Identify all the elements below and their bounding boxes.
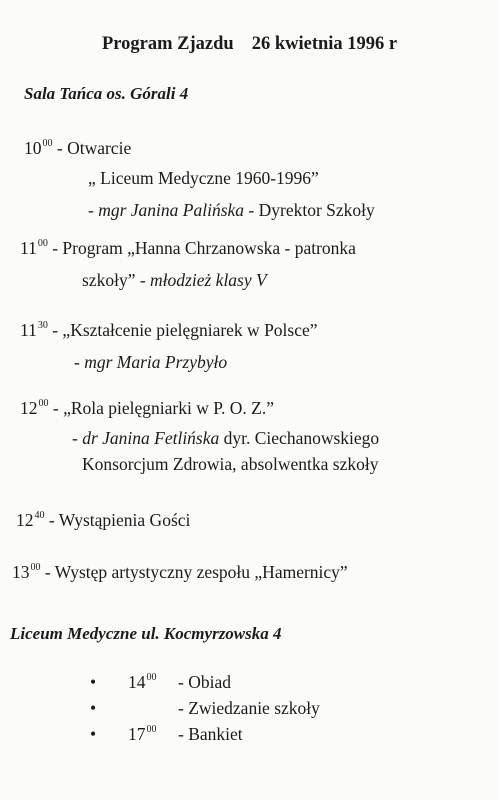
item-speaker: - mgr Janina Palińska	[88, 200, 245, 220]
item-minutes: 00	[38, 398, 49, 409]
bullet-icon: •	[90, 698, 97, 718]
item-speaker-role-cont: Konsorcjum Zdrowia, absolwentka szkoły	[82, 454, 379, 474]
item-title-cont: szkoły” -	[82, 270, 151, 290]
item-speaker-line	[72, 428, 379, 449]
item-main-line	[16, 510, 190, 531]
item-hour: 12	[20, 398, 38, 418]
item-minutes: 00	[42, 138, 53, 149]
item-subtitle: „ Liceum Medyczne 1960-1996”	[88, 168, 319, 188]
item-title: - Zwiedzanie szkoły	[178, 698, 320, 718]
bullet-icon: •	[90, 724, 97, 744]
item-title: - „Kształcenie pielęgniarek w Polsce”	[52, 320, 318, 340]
item-hour: 13	[12, 562, 30, 582]
item-hour: 17	[128, 724, 146, 744]
item-main-line	[20, 320, 318, 341]
item-speaker-role: dyr. Ciechanowskiego	[219, 428, 380, 448]
item-hour: 10	[24, 138, 42, 158]
item-minutes: 40	[34, 510, 45, 521]
item-speaker-line	[88, 200, 375, 221]
title-text: Program Zjazdu	[102, 34, 234, 54]
item-hour: 11	[20, 320, 37, 340]
item-hour: 11	[20, 238, 37, 258]
venue-school: Liceum Medyczne ul. Kocmyrzowska 4	[10, 624, 282, 643]
item-title: - Obiad	[178, 672, 231, 692]
item-minutes: 00	[30, 562, 41, 573]
bullet-icon: •	[90, 672, 97, 692]
item-main-line	[20, 398, 274, 419]
item-minutes: 00	[37, 238, 48, 249]
item-hour: 14	[128, 672, 146, 692]
item-main-line	[24, 138, 131, 159]
item-minutes: 00	[146, 672, 157, 683]
item-title: - Program „Hanna Chrzanowska - patronka	[52, 238, 356, 258]
event-date: 26 kwietnia 1996 r	[251, 34, 398, 54]
item-title: - Wystąpienia Gości	[48, 510, 191, 530]
item-main-line	[12, 562, 348, 583]
item-main-line	[20, 238, 356, 259]
item-time	[128, 724, 157, 745]
program-title	[102, 34, 499, 55]
item-speaker-line	[82, 270, 267, 291]
item-speaker: - dr Janina Fetlińska	[72, 428, 220, 448]
item-speaker: młodzież klasy V	[150, 270, 267, 290]
item-speaker: - mgr Maria Przybyło	[74, 352, 228, 372]
item-speaker-role: - Dyrektor Szkoły	[244, 200, 375, 220]
item-hour: 12	[16, 510, 34, 530]
item-title: - Występ artystyczny zespołu „Hamernicy”	[44, 562, 348, 582]
venue-dance-hall: Sala Tańca os. Górali 4	[24, 84, 189, 103]
item-title: - Otwarcie	[56, 138, 132, 158]
item-time	[128, 672, 157, 693]
item-minutes: 00	[146, 724, 157, 735]
item-title: - „Rola pielęgniarki w P. O. Z.”	[52, 398, 275, 418]
item-title: - Bankiet	[178, 724, 243, 744]
item-minutes: 30	[37, 320, 48, 331]
